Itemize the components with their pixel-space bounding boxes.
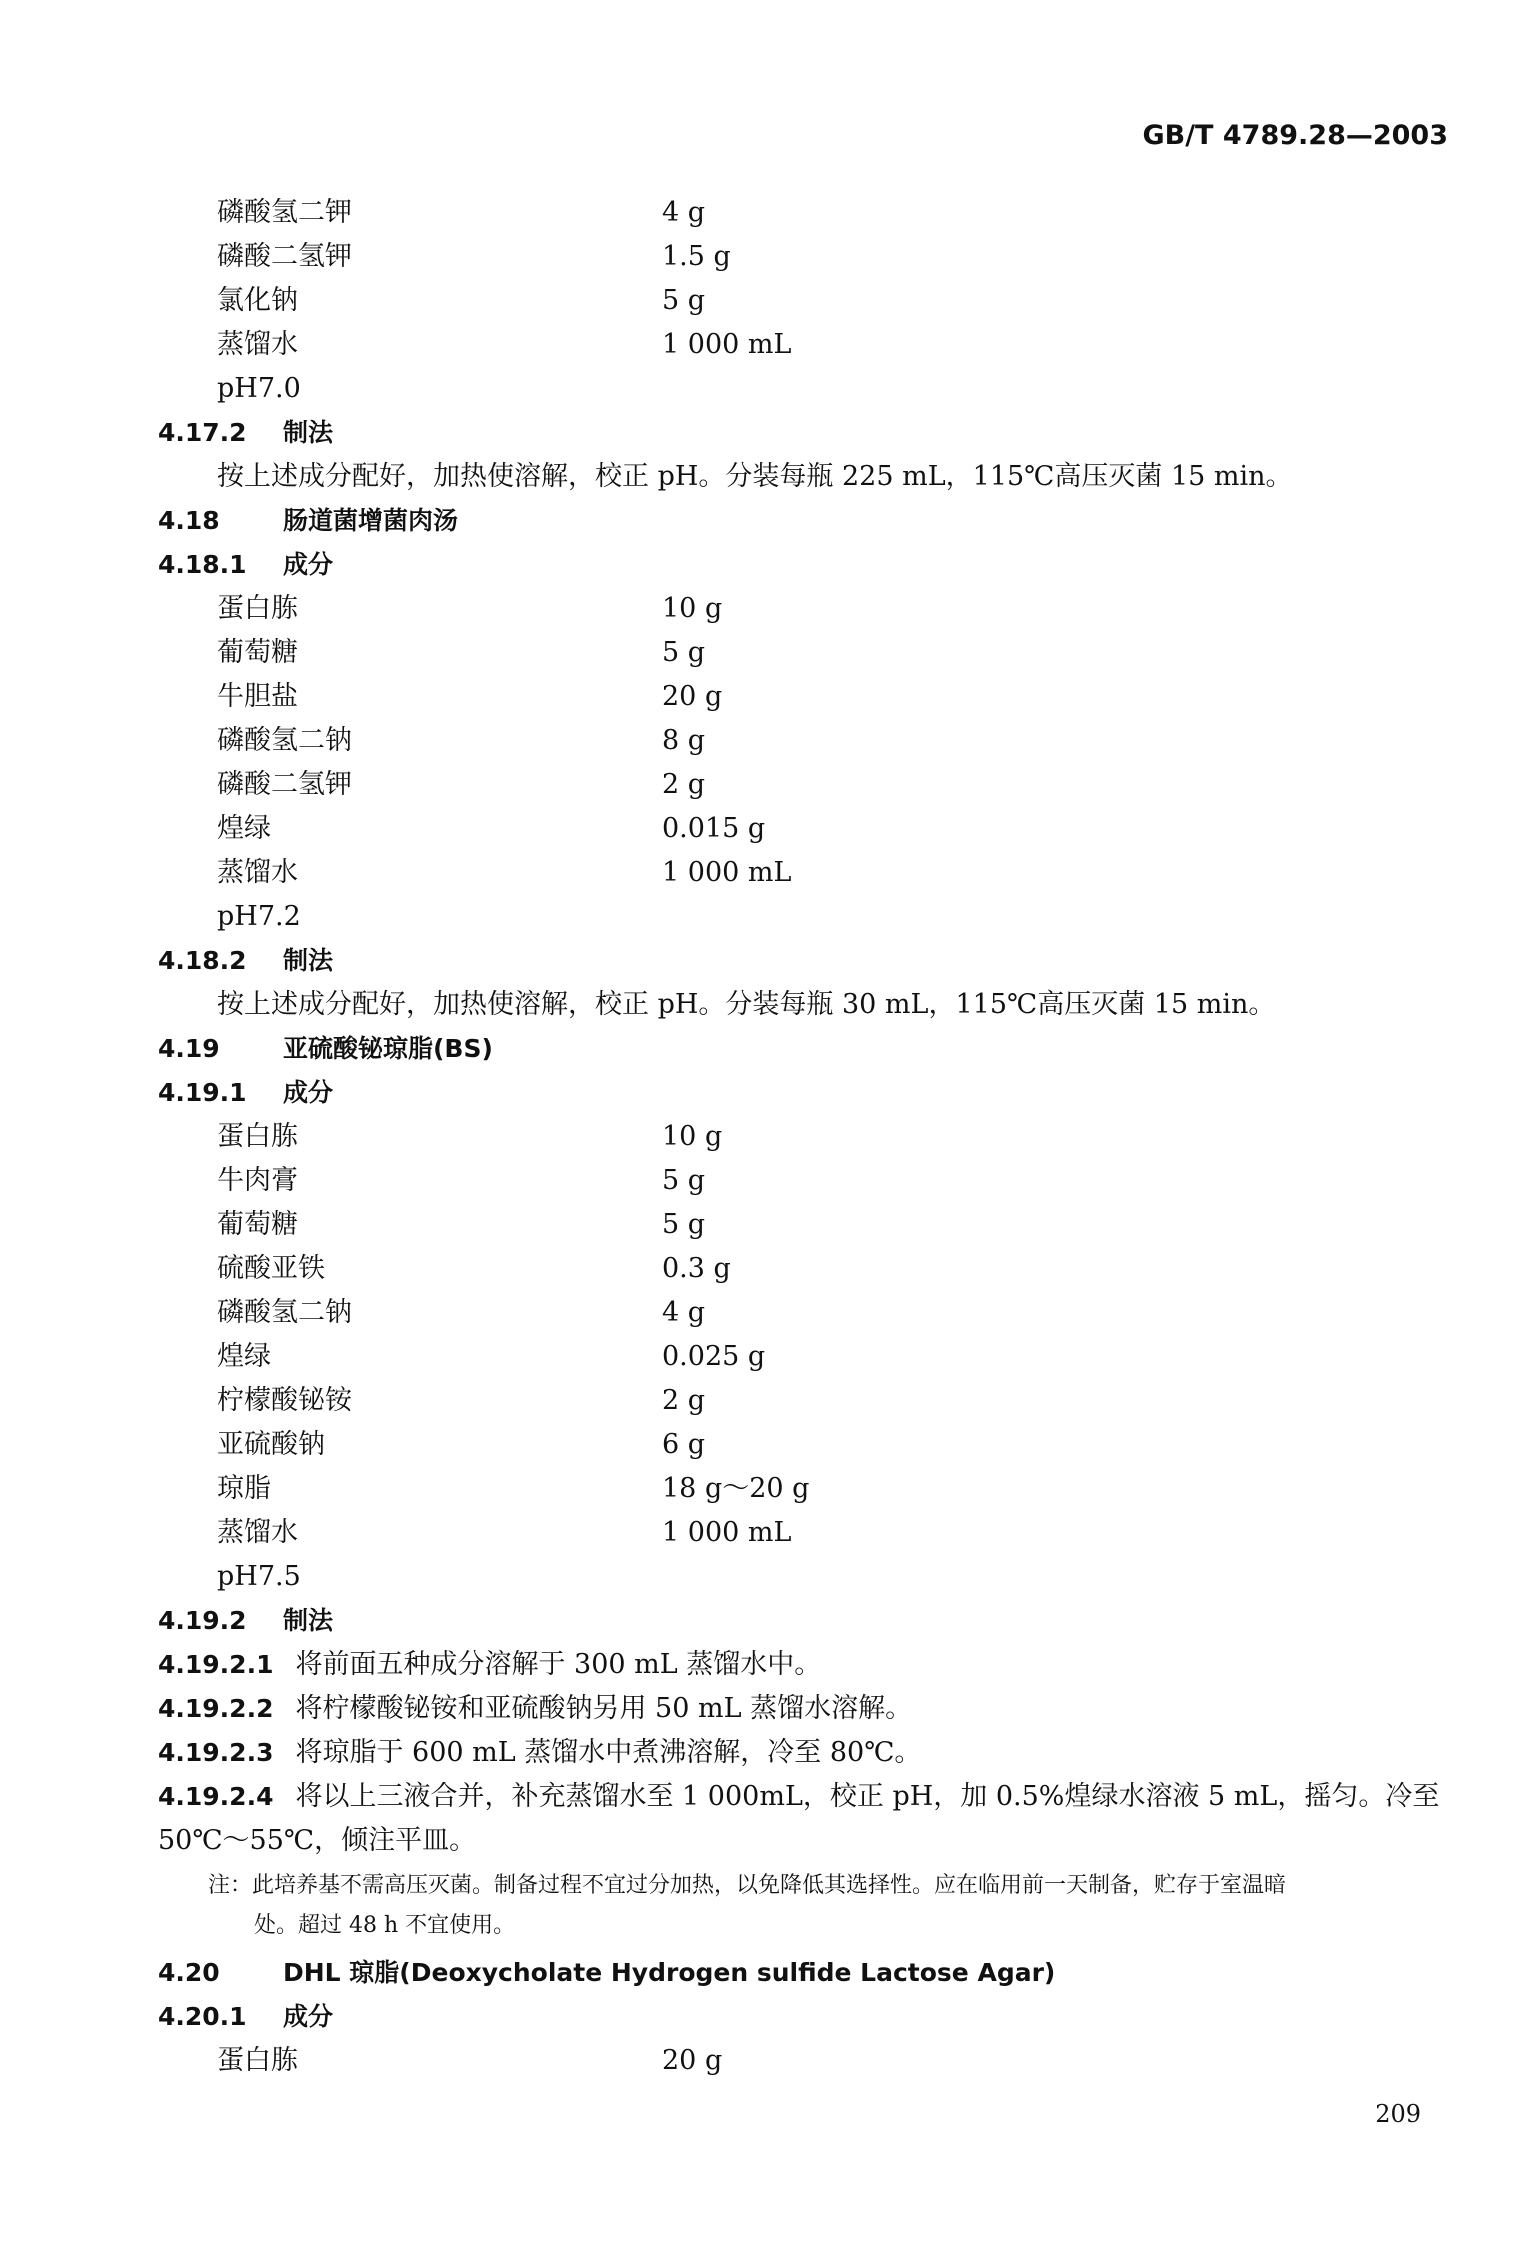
section-title: 成分 (283, 550, 334, 579)
ingredient-amount: 0.3 g (662, 1253, 731, 1284)
section-number: 4.18 (158, 506, 220, 535)
section-title: DHL 琼脂(Deoxycholate Hydrogen sulfide Lactose Agar) (283, 1958, 1056, 1987)
ingredient-amount: 1.5 g (662, 241, 731, 272)
ingredient-amount: 20 g (662, 2045, 723, 2076)
section-number: 4.17.2 (158, 418, 247, 447)
section-heading (158, 549, 333, 581)
document-header: GB/T 4789.28—2003 (1142, 120, 1448, 151)
ingredient-name: 磷酸氢二钠 (217, 1297, 352, 1328)
ingredient-name: 葡萄糖 (217, 637, 298, 668)
ingredient-name: 磷酸二氢钾 (217, 769, 352, 800)
ingredient-amount: 5 g (662, 1209, 706, 1240)
ingredient-amount: 2 g (662, 769, 706, 800)
ingredient-amount: 5 g (662, 1165, 706, 1196)
ingredient-amount: 6 g (662, 1429, 706, 1460)
ingredient-amount: 18 g～20 g (662, 1473, 810, 1504)
procedure-step (158, 1693, 912, 1725)
section-heading (158, 945, 333, 977)
ingredient-name: 柠檬酸铋铵 (217, 1385, 352, 1416)
ingredient-name: 蛋白胨 (217, 593, 298, 624)
paragraph: 按上述成分配好，加热使溶解，校正 pH。分装每瓶 225 mL，115℃高压灭菌 15 min。 (217, 461, 1293, 492)
section-heading (158, 1957, 1055, 1989)
step-number: 4.19.2.2 (158, 1694, 274, 1723)
ingredient-name: 蒸馏水 (217, 857, 298, 888)
section-title: 亚硫酸铋琼脂(BS) (283, 1034, 493, 1063)
ingredient-name: 蒸馏水 (217, 329, 298, 360)
ingredient-name: 磷酸二氢钾 (217, 241, 352, 272)
section-heading (158, 1033, 493, 1065)
ingredient-amount: 0.025 g (662, 1341, 766, 1372)
ph-value: pH7.5 (217, 1561, 301, 1592)
section-number: 4.18.2 (158, 946, 247, 975)
step-number: 4.19.2.1 (158, 1650, 274, 1679)
section-heading (158, 1605, 333, 1637)
ingredient-name: 牛胆盐 (217, 681, 298, 712)
step-text: 将柠檬酸铋铵和亚硫酸钠另用 50 mL 蒸馏水溶解。 (295, 1693, 913, 1724)
ingredient-amount: 1 000 mL (662, 1517, 792, 1548)
ingredient-amount: 10 g (662, 593, 723, 624)
section-title: 肠道菌增菌肉汤 (283, 506, 459, 535)
ingredient-name: 硫酸亚铁 (217, 1253, 325, 1284)
ingredient-amount: 0.015 g (662, 813, 766, 844)
note-text: 注：此培养基不需高压灭菌。制备过程不宜过分加热，以免降低其选择性。应在临用前一天制备，贮存于室温暗 (208, 1873, 1287, 1898)
ingredient-name: 葡萄糖 (217, 1209, 298, 1240)
ingredient-name: 煌绿 (217, 813, 271, 844)
ingredient-name: 蛋白胨 (217, 1121, 298, 1152)
section-number: 4.19.2 (158, 1606, 247, 1635)
ingredient-name: 磷酸氢二钾 (217, 197, 352, 228)
ingredient-amount: 1 000 mL (662, 857, 792, 888)
ingredient-amount: 20 g (662, 681, 723, 712)
procedure-step (158, 1737, 921, 1769)
ph-value: pH7.2 (217, 901, 301, 932)
section-heading (158, 2001, 333, 2033)
ingredient-name: 蛋白胨 (217, 2045, 298, 2076)
step-text: 将以上三液合并，补充蒸馏水至 1 000mL，校正 pH，加 0.5%煌绿水溶液 5 mL，摇匀。冷至 (295, 1781, 1440, 1812)
section-title: 成分 (283, 2002, 334, 2031)
ph-value: pH7.0 (217, 373, 301, 404)
paragraph: 按上述成分配好，加热使溶解，校正 pH。分装每瓶 30 mL，115℃高压灭菌 15 min。 (217, 989, 1276, 1020)
ingredient-amount: 10 g (662, 1121, 723, 1152)
ingredient-name: 琼脂 (217, 1473, 271, 1504)
section-number: 4.18.1 (158, 550, 247, 579)
ingredient-amount: 4 g (662, 1297, 706, 1328)
section-number: 4.20 (158, 1958, 220, 1987)
section-heading (158, 505, 458, 537)
ingredient-amount: 2 g (662, 1385, 706, 1416)
step-text: 将前面五种成分溶解于 300 mL 蒸馏水中。 (295, 1649, 822, 1680)
note-text-continuation: 处。超过 48 h 不宜使用。 (254, 1913, 516, 1938)
ingredient-amount: 8 g (662, 725, 706, 756)
ingredient-name: 煌绿 (217, 1341, 271, 1372)
step-text: 将琼脂于 600 mL 蒸馏水中煮沸溶解，冷至 80℃。 (295, 1737, 922, 1768)
section-title: 制法 (283, 1606, 334, 1635)
step-number: 4.19.2.4 (158, 1782, 274, 1811)
ingredient-amount: 4 g (662, 197, 706, 228)
page-number: 209 (1375, 2100, 1421, 2128)
section-number: 4.19 (158, 1034, 220, 1063)
ingredient-name: 蒸馏水 (217, 1517, 298, 1548)
ingredient-amount: 5 g (662, 637, 706, 668)
ingredient-name: 磷酸氢二钠 (217, 725, 352, 756)
section-title: 成分 (283, 1078, 334, 1107)
procedure-step (158, 1781, 1439, 1813)
ingredient-name: 牛肉膏 (217, 1165, 298, 1196)
ingredient-name: 亚硫酸钠 (217, 1429, 325, 1460)
step-number: 4.19.2.3 (158, 1738, 274, 1767)
procedure-step (158, 1649, 821, 1681)
section-heading (158, 1077, 333, 1109)
section-heading (158, 417, 333, 449)
ingredient-name: 氯化钠 (217, 285, 298, 316)
section-number: 4.19.1 (158, 1078, 247, 1107)
section-title: 制法 (283, 946, 334, 975)
ingredient-amount: 1 000 mL (662, 329, 792, 360)
step-continuation: 50℃～55℃，倾注平皿。 (158, 1825, 477, 1856)
section-title: 制法 (283, 418, 334, 447)
ingredient-amount: 5 g (662, 285, 706, 316)
section-number: 4.20.1 (158, 2002, 247, 2031)
